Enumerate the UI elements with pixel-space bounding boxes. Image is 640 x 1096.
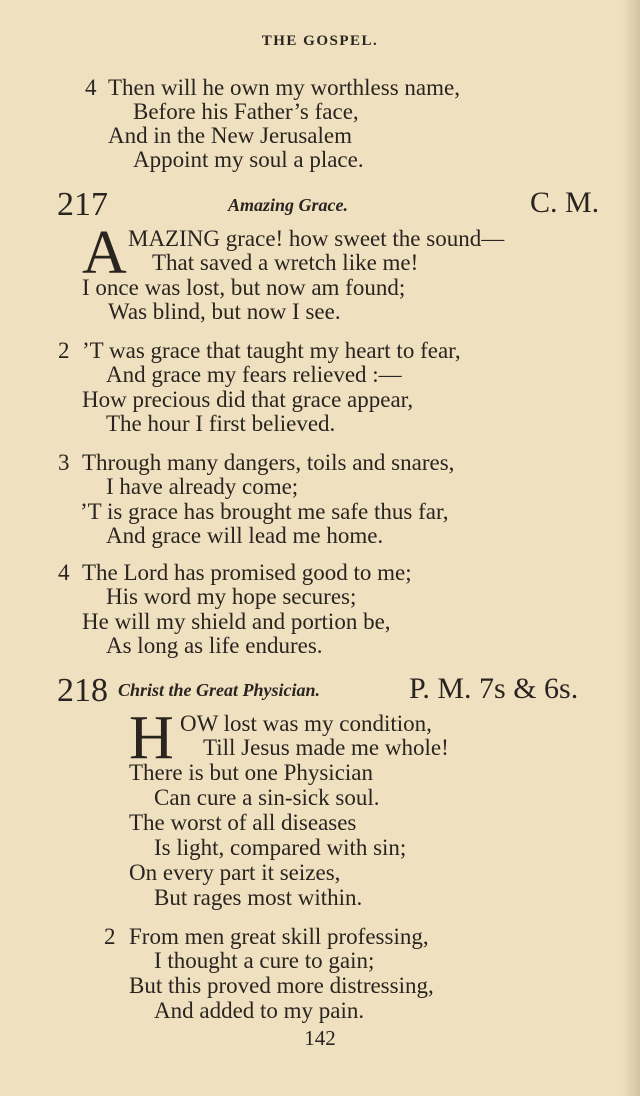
verse-line: And grace will lead me home. — [106, 523, 384, 548]
verse-line: That saved a wretch like me! — [152, 250, 419, 275]
verse-line: As long as life endures. — [106, 633, 323, 658]
drop-cap: A — [82, 219, 127, 287]
verse-line: He will my shield and portion be, — [82, 609, 391, 634]
verse-line: I thought a cure to gain; — [154, 948, 375, 973]
verse-line: The Lord has promised good to me; — [82, 560, 412, 585]
verse-line: His word my hope secures; — [106, 584, 357, 609]
page-edge-shadow — [622, 0, 640, 1096]
running-head: THE GOSPEL. — [261, 33, 379, 49]
verse-line: On every part it seizes, — [129, 860, 341, 885]
verse-line: And added to my pain. — [154, 998, 365, 1023]
verse-line: ’T is grace has brought me safe thus far, — [80, 499, 449, 524]
verse-line: Can cure a sin-sick soul. — [154, 785, 380, 810]
verse-line: Is light, compared with sin; — [154, 835, 407, 860]
stanza-number: 3 — [58, 450, 70, 475]
drop-cap: H — [129, 704, 174, 772]
verse-line: From men great skill professing, — [129, 924, 429, 949]
hymn-number: 218 — [57, 672, 108, 709]
hymn-title: Christ the Great Physician. — [118, 680, 321, 700]
verse-line: Before his Father’s face, — [133, 99, 359, 124]
verse-line: Was blind, but now I see. — [108, 299, 341, 324]
verse-line: Through many dangers, toils and snares, — [82, 450, 455, 475]
page-number: 142 — [304, 1026, 336, 1050]
verse-line: Till Jesus made me whole! — [203, 735, 449, 760]
verse-line: ’T was grace that taught my heart to fear, — [82, 338, 461, 363]
stanza-number: 2 — [58, 338, 70, 363]
verse-line: Then will he own my worthless name, — [108, 75, 460, 100]
hymn-meter: C. M. — [530, 186, 600, 219]
stanza-number: 4 — [85, 75, 97, 100]
verse-line: There is but one Physician — [129, 760, 374, 785]
verse-line: And grace my fears relieved :— — [106, 362, 402, 387]
verse-line: MAZING grace! how sweet the sound— — [128, 226, 505, 251]
verse-line: But rages most within. — [154, 885, 363, 910]
verse-line: OW lost was my condition, — [180, 711, 432, 736]
verse-line: But this proved more distressing, — [129, 973, 434, 998]
verse-line: And in the New Jerusalem — [108, 123, 352, 148]
verse-line: How precious did that grace appear, — [82, 387, 414, 412]
stanza-number: 2 — [104, 924, 116, 949]
stanza-number: 4 — [58, 560, 70, 585]
hymn-number: 217 — [57, 186, 108, 223]
verse-line: Appoint my soul a place. — [133, 147, 364, 172]
verse-line: I have already come; — [106, 474, 299, 499]
hymn-meter: P. M. 7s & 6s. — [409, 672, 579, 705]
verse-line: I once was lost, but now am found; — [82, 275, 406, 300]
verse-line: The hour I first believed. — [106, 411, 336, 436]
hymn-title: Amazing Grace. — [228, 195, 349, 215]
verse-line: The worst of all diseases — [129, 810, 357, 835]
